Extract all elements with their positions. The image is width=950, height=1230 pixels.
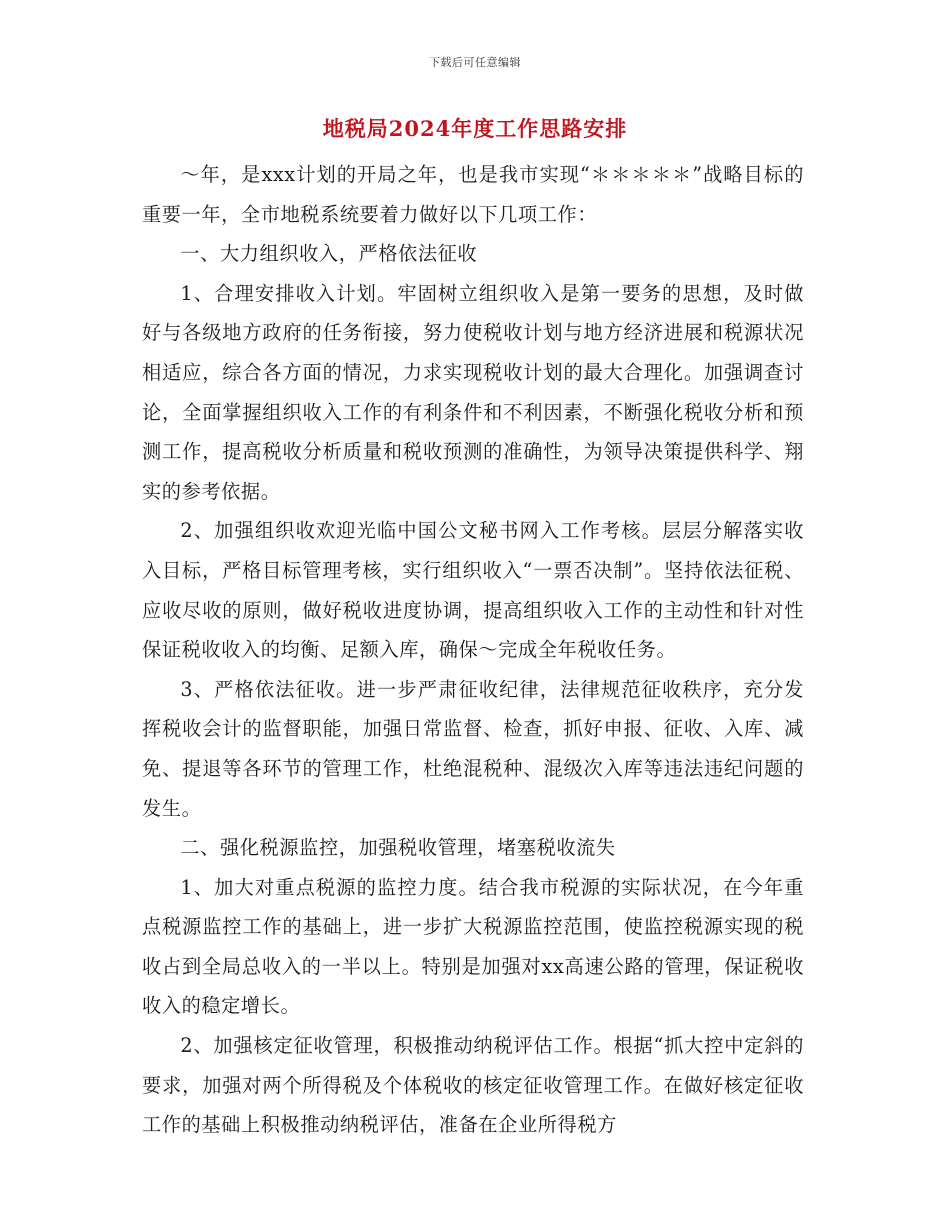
paragraph-2-2: 2、加强核定征收管理，积极推动纳税评估工作。根据“抓大控中定斜的要求，加强对两个所得税及个体税收的核定征收管理工作。在做好核定征收工作的基础上积极推动纳税评估，准备在企业所得税方	[142, 1034, 804, 1137]
paragraph-1-3: 3、严格依法征收。进一步严肃征收纪律，法律规范征收秩序，充分发挥税收会计的监督职能，加强日常监督、检查，抓好申报、征收、入库、减免、提退等各环节的管理工作，杜绝混税种、混级次入库等违法违纪问题的发生。	[142, 677, 804, 820]
document-body	[142, 155, 804, 1145]
paragraph-2-1: 1、加大对重点税源的监控力度。结合我市税源的实际状况，在今年重点税源监控工作的基础上，进一步扩大税源监控范围，使监控税源实现的税收占到全局总收入的一半以上。特别是加强对xx高速公路的管理，保证税收收入的稳定增长。	[142, 875, 804, 1018]
section-heading-2: 二、强化税源监控，加强税收管理，堵塞税收流失	[180, 836, 616, 860]
paragraph-1-1: 1、合理安排收入计划。牢固树立组织收入是第一要务的思想，及时做好与各级地方政府的任务衔接，努力使税收计划与地方经济进展和税源状况相适应，综合各方面的情况，力求实现税收计划的最大合理化。加强调查讨论，全面掌握组织收入工作的有利条件和不利因素，不断强化税收分析和预测工作，提高税收分析质量和税收预测的准确性，为领导决策提供科学、翔实的参考依据。	[142, 281, 804, 503]
paragraph-intro: ～年，是xxx计划的开局之年，也是我市实现“＊＊＊＊＊”战略目标的重要一年，全市地税系统要着力做好以下几项工作：	[142, 163, 804, 226]
header-note: 下载后可任意编辑	[429, 56, 521, 69]
section-heading-1: 一、大力组织收入，严格依法征收	[180, 242, 478, 266]
paragraph-1-2: 2、加强组织收欢迎光临中国公文秘书网入工作考核。层层分解落实收入目标，严格目标管理考核，实行组织收入“一票否决制”。坚持依法征税、应收尽收的原则，做好税收进度协调，提高组织收入工作的主动性和针对性保证税收收入的均衡、足额入库，确保～完成全年税收任务。	[142, 519, 804, 662]
document-title: 地税局2024年度工作思路安排	[322, 116, 628, 141]
